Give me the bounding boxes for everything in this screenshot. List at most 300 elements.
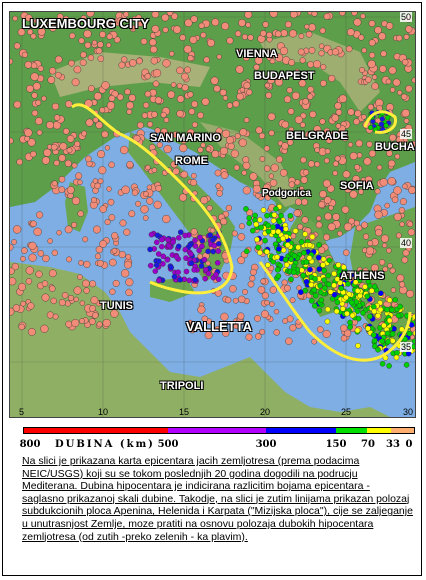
epicenter-shallow bbox=[248, 281, 254, 287]
epicenter-shallow bbox=[274, 329, 280, 335]
epicenter-shallow bbox=[93, 226, 100, 233]
epicenter-shallow bbox=[192, 122, 198, 128]
epicenter-shallow bbox=[74, 287, 82, 295]
epicenter-shallow bbox=[181, 171, 188, 178]
epicenter-shallow bbox=[220, 218, 227, 225]
epicenter-shallow bbox=[405, 85, 412, 92]
epicenter-shallow bbox=[190, 179, 197, 186]
epicenter-deep bbox=[153, 269, 158, 274]
epicenter-shallow bbox=[227, 37, 234, 44]
epicenter-shallow bbox=[59, 154, 66, 161]
epicenter-shallow bbox=[390, 268, 395, 273]
epicenter-shallow bbox=[238, 233, 245, 240]
epicenter-shallow bbox=[225, 297, 231, 303]
epicenter-green bbox=[385, 331, 390, 336]
epicenter-shallow bbox=[303, 170, 309, 176]
epicenter-shallow bbox=[82, 237, 87, 242]
epicenter-shallow bbox=[22, 52, 28, 58]
epicenter-shallow bbox=[99, 31, 105, 37]
epicenter-shallow bbox=[233, 101, 240, 108]
epicenter-deep bbox=[171, 240, 176, 245]
epicenter-shallow bbox=[220, 89, 227, 96]
epicenter-shallow bbox=[59, 299, 65, 305]
epicenter-intermediate bbox=[254, 222, 259, 227]
epicenter-shallow bbox=[13, 225, 21, 233]
epicenter-green bbox=[372, 284, 377, 289]
epicenter-shallow bbox=[109, 214, 115, 220]
epicenter-shallow bbox=[401, 94, 407, 100]
epicenter-shallow bbox=[46, 121, 54, 129]
epicenter-shallow bbox=[91, 197, 96, 202]
epicenter-shallow bbox=[264, 165, 270, 171]
depth-tick-150: 150 bbox=[325, 439, 347, 450]
epicenter-shallow bbox=[72, 163, 77, 168]
epicenter-shallow bbox=[184, 67, 190, 73]
epicenter-shallow bbox=[269, 174, 274, 179]
epicenter-shallow bbox=[129, 59, 136, 66]
epicenter-shallow bbox=[315, 147, 320, 152]
longitude-label-10: 10 bbox=[98, 407, 109, 417]
epicenter-deep bbox=[211, 249, 216, 254]
epicenter-shallow bbox=[319, 50, 325, 56]
epicenter-shallow bbox=[399, 282, 405, 288]
epicenter-shallow bbox=[244, 82, 251, 89]
epicenter-shallow bbox=[97, 260, 103, 266]
epicenter-intermediate bbox=[285, 242, 290, 247]
epicenter-shallow bbox=[289, 30, 297, 38]
epicenter-shallow bbox=[408, 186, 415, 193]
epicenter-green bbox=[386, 339, 391, 344]
epicenter-shallow bbox=[358, 35, 364, 41]
epicenter-shallow bbox=[366, 247, 374, 255]
epicenter-shallow bbox=[96, 48, 102, 54]
epicenter-green bbox=[270, 224, 275, 229]
epicenter-shallow bbox=[341, 335, 347, 341]
epicenter-shallow bbox=[375, 189, 380, 194]
epicenter-shallow bbox=[41, 96, 46, 101]
epicenter-shallow bbox=[32, 110, 38, 116]
epicenter-shallow bbox=[17, 159, 23, 165]
epicenter-green bbox=[380, 361, 385, 366]
epicenter-shallow bbox=[24, 129, 32, 137]
epicenter-deep bbox=[176, 235, 181, 240]
epicenter-intermediate bbox=[375, 313, 380, 318]
epicenter-shallow bbox=[265, 83, 270, 88]
epicenter-shallow bbox=[54, 160, 60, 166]
epicenter-shallow bbox=[328, 75, 335, 82]
depth-tick-500: 500 bbox=[157, 439, 179, 450]
epicenter-shallow bbox=[319, 44, 324, 49]
epicenter-shallow bbox=[412, 78, 415, 83]
epicenter-shallow bbox=[333, 161, 339, 167]
epicenter-shallow bbox=[343, 250, 349, 256]
epicenter-green bbox=[318, 283, 323, 288]
epicenter-green bbox=[312, 303, 317, 308]
epicenter-shallow bbox=[81, 131, 86, 136]
epicenter-shallow bbox=[69, 33, 75, 39]
epicenter-shallow bbox=[18, 283, 25, 290]
epicenter-shallow bbox=[129, 211, 135, 217]
epicenter-shallow bbox=[243, 162, 250, 169]
epicenter-shallow bbox=[71, 319, 79, 327]
epicenter-shallow bbox=[259, 133, 265, 139]
epicenter-shallow bbox=[301, 199, 307, 205]
longitude-label-30: 30 bbox=[403, 407, 414, 417]
epicenter-shallow bbox=[179, 144, 187, 152]
epicenter-shallow bbox=[55, 56, 62, 63]
epicenter-shallow bbox=[109, 289, 115, 295]
epicenter-shallow bbox=[285, 338, 292, 345]
epicenter-shallow bbox=[271, 164, 279, 172]
epicenter-green bbox=[299, 239, 304, 244]
epicenter-shallow bbox=[161, 112, 167, 118]
epicenter-shallow bbox=[220, 147, 228, 155]
epicenter-shallow bbox=[207, 39, 215, 47]
epicenter-shallow bbox=[315, 162, 320, 167]
epicenter-shallow bbox=[318, 201, 325, 208]
epicenter-shallow bbox=[152, 168, 157, 173]
epicenter-shallow bbox=[302, 217, 309, 224]
epicenter-shallow bbox=[14, 43, 20, 49]
epicenter-shallow bbox=[354, 164, 360, 170]
epicenter-shallow bbox=[59, 186, 65, 192]
epicenter-green bbox=[356, 316, 361, 321]
epicenter-green bbox=[347, 320, 352, 325]
epicenter-vrancea bbox=[384, 123, 389, 128]
epicenter-vrancea bbox=[379, 122, 384, 127]
epicenter-shallow bbox=[29, 254, 37, 262]
epicenter-shallow bbox=[324, 197, 331, 204]
epicenter-shallow bbox=[37, 130, 42, 135]
epicenter-green bbox=[371, 332, 376, 337]
epicenter-intermediate bbox=[271, 229, 276, 234]
epicenter-shallow bbox=[363, 234, 369, 240]
epicenter-shallow bbox=[21, 248, 27, 254]
epicenter-shallow bbox=[92, 312, 98, 318]
epicenter-shallow bbox=[255, 193, 260, 198]
epicenter-shallow bbox=[306, 31, 312, 37]
epicenter-intermediate bbox=[284, 262, 289, 267]
epicenter-shallow bbox=[54, 115, 60, 121]
epicenter-deep bbox=[148, 263, 153, 268]
epicenter-shallow bbox=[300, 58, 306, 64]
epicenter-green bbox=[312, 276, 317, 281]
epicenter-deep bbox=[307, 267, 312, 272]
epicenter-shallow bbox=[300, 157, 306, 163]
epicenter-shallow bbox=[320, 80, 326, 86]
epicenter-shallow bbox=[32, 92, 38, 98]
epicenter-shallow bbox=[95, 183, 101, 189]
epicenter-shallow bbox=[171, 82, 176, 87]
epicenter-shallow bbox=[344, 223, 352, 231]
epicenter-shallow bbox=[317, 326, 323, 332]
epicenter-shallow bbox=[263, 22, 269, 28]
epicenter-shallow bbox=[324, 158, 329, 163]
epicenter-green bbox=[288, 277, 293, 282]
epicenter-shallow bbox=[38, 250, 44, 256]
epicenter-shallow bbox=[210, 228, 215, 233]
epicenter-shallow bbox=[26, 278, 32, 284]
figure-caption: Na slici je prikazana karta epicentara jacih zemljotresa (prema podacima NEIC/USGS) koji su se tokom poslednjih 20 godina dogodili na podrucju Mediterana. Dubina hipocentara je indicirana razlicitim bojama epicentara - saglasno prikazanoj skali dubine. Takodje, na slici je zutim linijama prikazan polozaj subdukcionih ploca Apenina, Helenida i Karpata ("Mizijska ploca"), cije se zaljeganje u unutrasnjost Zemlje, moze pratiti na osnovu polozaja dubokih hipocentara zemljotresa (od zutih -preko zelenih - ka plavim). bbox=[22, 455, 413, 543]
epicenter-shallow bbox=[177, 83, 182, 88]
epicenter-shallow bbox=[180, 35, 186, 41]
epicenter-shallow bbox=[239, 223, 245, 229]
epicenter-shallow bbox=[191, 16, 198, 23]
epicenter-deep bbox=[216, 277, 221, 282]
epicenter-deep bbox=[172, 274, 177, 279]
epicenter-shallow bbox=[246, 89, 252, 95]
epicenter-shallow bbox=[78, 180, 83, 185]
epicenter-intermediate bbox=[390, 338, 395, 343]
epicenter-shallow bbox=[269, 130, 275, 136]
epicenter-deep bbox=[156, 251, 161, 256]
epicenter-shallow bbox=[66, 257, 71, 262]
epicenter-intermediate bbox=[254, 237, 259, 242]
latitude-label-50: 50 bbox=[400, 12, 411, 22]
epicenter-intermediate bbox=[272, 212, 277, 217]
epicenter-shallow bbox=[48, 238, 53, 243]
epicenter-shallow bbox=[198, 147, 204, 153]
epicenter-shallow bbox=[72, 197, 80, 205]
epicenter-shallow bbox=[308, 161, 314, 167]
epicenter-shallow bbox=[31, 73, 39, 81]
epicenter-intermediate bbox=[303, 232, 308, 237]
epicenter-shallow bbox=[304, 24, 309, 29]
depth-tick-70: 70 bbox=[361, 439, 375, 450]
depth-tick-33: 33 bbox=[386, 439, 400, 450]
epicenter-shallow bbox=[129, 94, 136, 101]
epicenter-green bbox=[276, 273, 281, 278]
epicenter-shallow bbox=[107, 34, 113, 40]
epicenter-shallow bbox=[400, 222, 405, 227]
epicenter-shallow bbox=[408, 229, 415, 236]
epicenter-deep bbox=[159, 244, 164, 249]
epicenter-shallow bbox=[147, 122, 153, 128]
epicenter-shallow bbox=[125, 89, 131, 95]
epicenter-shallow bbox=[217, 190, 223, 196]
epicenter-shallow bbox=[402, 184, 407, 189]
epicenter-shallow bbox=[397, 90, 402, 95]
epicenter-shallow bbox=[289, 182, 295, 188]
latitude-label-35: 35 bbox=[400, 342, 411, 352]
epicenter-deep bbox=[210, 237, 215, 242]
epicenter-shallow bbox=[25, 61, 32, 68]
epicenter-shallow bbox=[280, 169, 287, 176]
epicenter-green bbox=[244, 249, 249, 254]
epicenter-shallow bbox=[51, 144, 57, 150]
epicenter-green bbox=[393, 297, 398, 302]
epicenter-shallow bbox=[388, 177, 396, 185]
epicenter-shallow bbox=[10, 277, 16, 285]
epicenter-green bbox=[259, 225, 264, 230]
epicenter-shallow bbox=[367, 240, 373, 246]
epicenter-shallow bbox=[30, 221, 36, 227]
epicenter-vrancea bbox=[368, 125, 373, 130]
epicenter-green bbox=[327, 258, 332, 263]
epicenter-intermediate bbox=[399, 327, 404, 332]
epicenter-shallow bbox=[351, 12, 357, 16]
epicenter-shallow bbox=[79, 318, 84, 323]
epicenter-green bbox=[396, 313, 401, 318]
epicenter-shallow bbox=[309, 111, 316, 118]
epicenter-shallow bbox=[335, 156, 340, 161]
epicenter-shallow bbox=[107, 187, 112, 192]
epicenter-shallow bbox=[21, 301, 26, 306]
epicenter-green bbox=[292, 253, 297, 258]
epicenter-green bbox=[385, 307, 390, 312]
epicenter-deep bbox=[199, 263, 204, 268]
epicenter-green bbox=[312, 288, 317, 293]
epicenter-shallow bbox=[200, 32, 206, 38]
epicenter-shallow bbox=[135, 201, 140, 206]
epicenter-shallow bbox=[242, 289, 247, 294]
epicenter-shallow bbox=[342, 206, 349, 213]
epicenter-shallow bbox=[42, 157, 50, 165]
epicenter-shallow bbox=[26, 85, 33, 92]
epicenter-shallow bbox=[121, 269, 129, 277]
epicenter-shallow bbox=[377, 165, 382, 170]
epicenter-shallow bbox=[78, 260, 83, 265]
epicenter-shallow bbox=[312, 12, 318, 16]
epicenter-green bbox=[266, 229, 271, 234]
map-canvas bbox=[10, 12, 415, 417]
epicenter-intermediate bbox=[355, 343, 360, 348]
epicenter-shallow bbox=[84, 30, 92, 38]
epicenter-deep bbox=[154, 240, 159, 245]
epicenter-green bbox=[247, 221, 252, 226]
epicenter-shallow bbox=[268, 113, 276, 121]
epicenter-green bbox=[326, 273, 331, 278]
epicenter-shallow bbox=[404, 118, 409, 123]
longitude-label-20: 20 bbox=[260, 407, 271, 417]
depth-band-300-150 bbox=[266, 428, 336, 433]
depth-scale bbox=[19, 427, 415, 453]
epicenter-shallow bbox=[282, 121, 289, 128]
epicenter-shallow bbox=[290, 324, 297, 331]
epicenter-shallow bbox=[173, 26, 181, 34]
epicenter-shallow bbox=[323, 234, 329, 240]
depth-scale-title: DUBINA (km) bbox=[55, 439, 155, 450]
epicenter-shallow bbox=[319, 191, 326, 198]
epicenter-green bbox=[371, 304, 376, 309]
epicenter-shallow bbox=[77, 274, 82, 279]
epicenter-shallow bbox=[38, 66, 44, 72]
epicenter-intermediate bbox=[293, 228, 298, 233]
epicenter-green bbox=[247, 215, 252, 220]
epicenter-shallow bbox=[84, 261, 91, 268]
epicenter-shallow bbox=[52, 250, 58, 256]
epicenter-shallow bbox=[94, 92, 102, 100]
epicenter-shallow bbox=[65, 321, 72, 328]
epicenter-intermediate bbox=[265, 262, 270, 267]
epicenter-intermediate bbox=[332, 271, 337, 276]
epicenter-green bbox=[394, 350, 399, 355]
epicenter-intermediate bbox=[309, 282, 314, 287]
epicenter-shallow bbox=[320, 119, 326, 125]
epicenter-green bbox=[313, 293, 318, 298]
epicenter-deep bbox=[192, 267, 197, 272]
epicenter-shallow bbox=[79, 38, 85, 44]
epicenter-shallow bbox=[258, 286, 265, 293]
epicenter-shallow bbox=[33, 83, 41, 91]
epicenter-deep bbox=[378, 291, 383, 296]
epicenter-shallow bbox=[250, 269, 256, 275]
epicenter-intermediate bbox=[355, 288, 360, 293]
epicenter-shallow bbox=[86, 119, 94, 127]
epicenter-shallow bbox=[239, 139, 247, 147]
seismicity-map bbox=[9, 11, 416, 418]
epicenter-green bbox=[253, 213, 258, 218]
epicenter-intermediate bbox=[296, 245, 301, 250]
epicenter-shallow bbox=[372, 83, 379, 90]
epicenter-shallow bbox=[287, 87, 293, 93]
latitude-label-45: 45 bbox=[400, 129, 411, 139]
epicenter-green bbox=[367, 314, 372, 319]
epicenter-shallow bbox=[124, 261, 131, 268]
epicenter-shallow bbox=[65, 101, 72, 108]
epicenter-shallow bbox=[126, 102, 133, 109]
epicenter-shallow bbox=[120, 146, 128, 154]
epicenter-shallow bbox=[386, 22, 393, 29]
epicenter-shallow bbox=[113, 280, 120, 287]
epicenter-green bbox=[357, 303, 362, 308]
epicenter-shallow bbox=[204, 57, 210, 63]
epicenter-shallow bbox=[84, 288, 90, 294]
epicenter-shallow bbox=[308, 24, 316, 32]
epicenter-shallow bbox=[246, 22, 251, 27]
epicenter-shallow bbox=[298, 49, 304, 55]
epicenter-shallow bbox=[394, 213, 402, 221]
epicenter-shallow bbox=[154, 201, 162, 209]
epicenter-shallow bbox=[222, 130, 230, 138]
epicenter-deep bbox=[316, 255, 321, 260]
epicenter-shallow bbox=[333, 213, 340, 220]
epicenter-shallow bbox=[42, 255, 49, 262]
epicenter-shallow bbox=[60, 143, 67, 150]
epicenter-shallow bbox=[26, 267, 34, 275]
epicenter-shallow bbox=[283, 318, 288, 323]
epicenter-shallow bbox=[121, 56, 127, 62]
epicenter-shallow bbox=[191, 101, 198, 108]
epicenter-shallow bbox=[34, 228, 42, 236]
epicenter-shallow bbox=[270, 286, 277, 293]
epicenter-shallow bbox=[189, 108, 195, 114]
epicenter-shallow bbox=[80, 59, 86, 65]
epicenter-shallow bbox=[404, 34, 409, 39]
epicenter-shallow bbox=[151, 111, 157, 117]
epicenter-shallow bbox=[85, 156, 91, 162]
epicenter-shallow bbox=[19, 324, 25, 330]
epicenter-intermediate bbox=[271, 218, 276, 223]
epicenter-intermediate bbox=[381, 323, 386, 328]
epicenter-shallow bbox=[97, 150, 105, 158]
epicenter-deep bbox=[188, 252, 193, 257]
epicenter-shallow bbox=[109, 259, 116, 266]
epicenter-shallow bbox=[396, 35, 402, 41]
epicenter-shallow bbox=[266, 32, 272, 38]
epicenter-shallow bbox=[307, 61, 313, 67]
epicenter-shallow bbox=[233, 298, 238, 303]
epicenter-shallow bbox=[290, 12, 297, 18]
epicenter-shallow bbox=[388, 263, 393, 268]
depth-color-bar bbox=[23, 427, 415, 434]
depth-band-150-70 bbox=[336, 428, 367, 433]
epicenter-shallow bbox=[388, 160, 395, 167]
epicenter-shallow bbox=[242, 170, 247, 175]
epicenter-shallow bbox=[316, 222, 322, 228]
epicenter-shallow bbox=[288, 59, 294, 65]
epicenter-intermediate bbox=[283, 226, 288, 231]
